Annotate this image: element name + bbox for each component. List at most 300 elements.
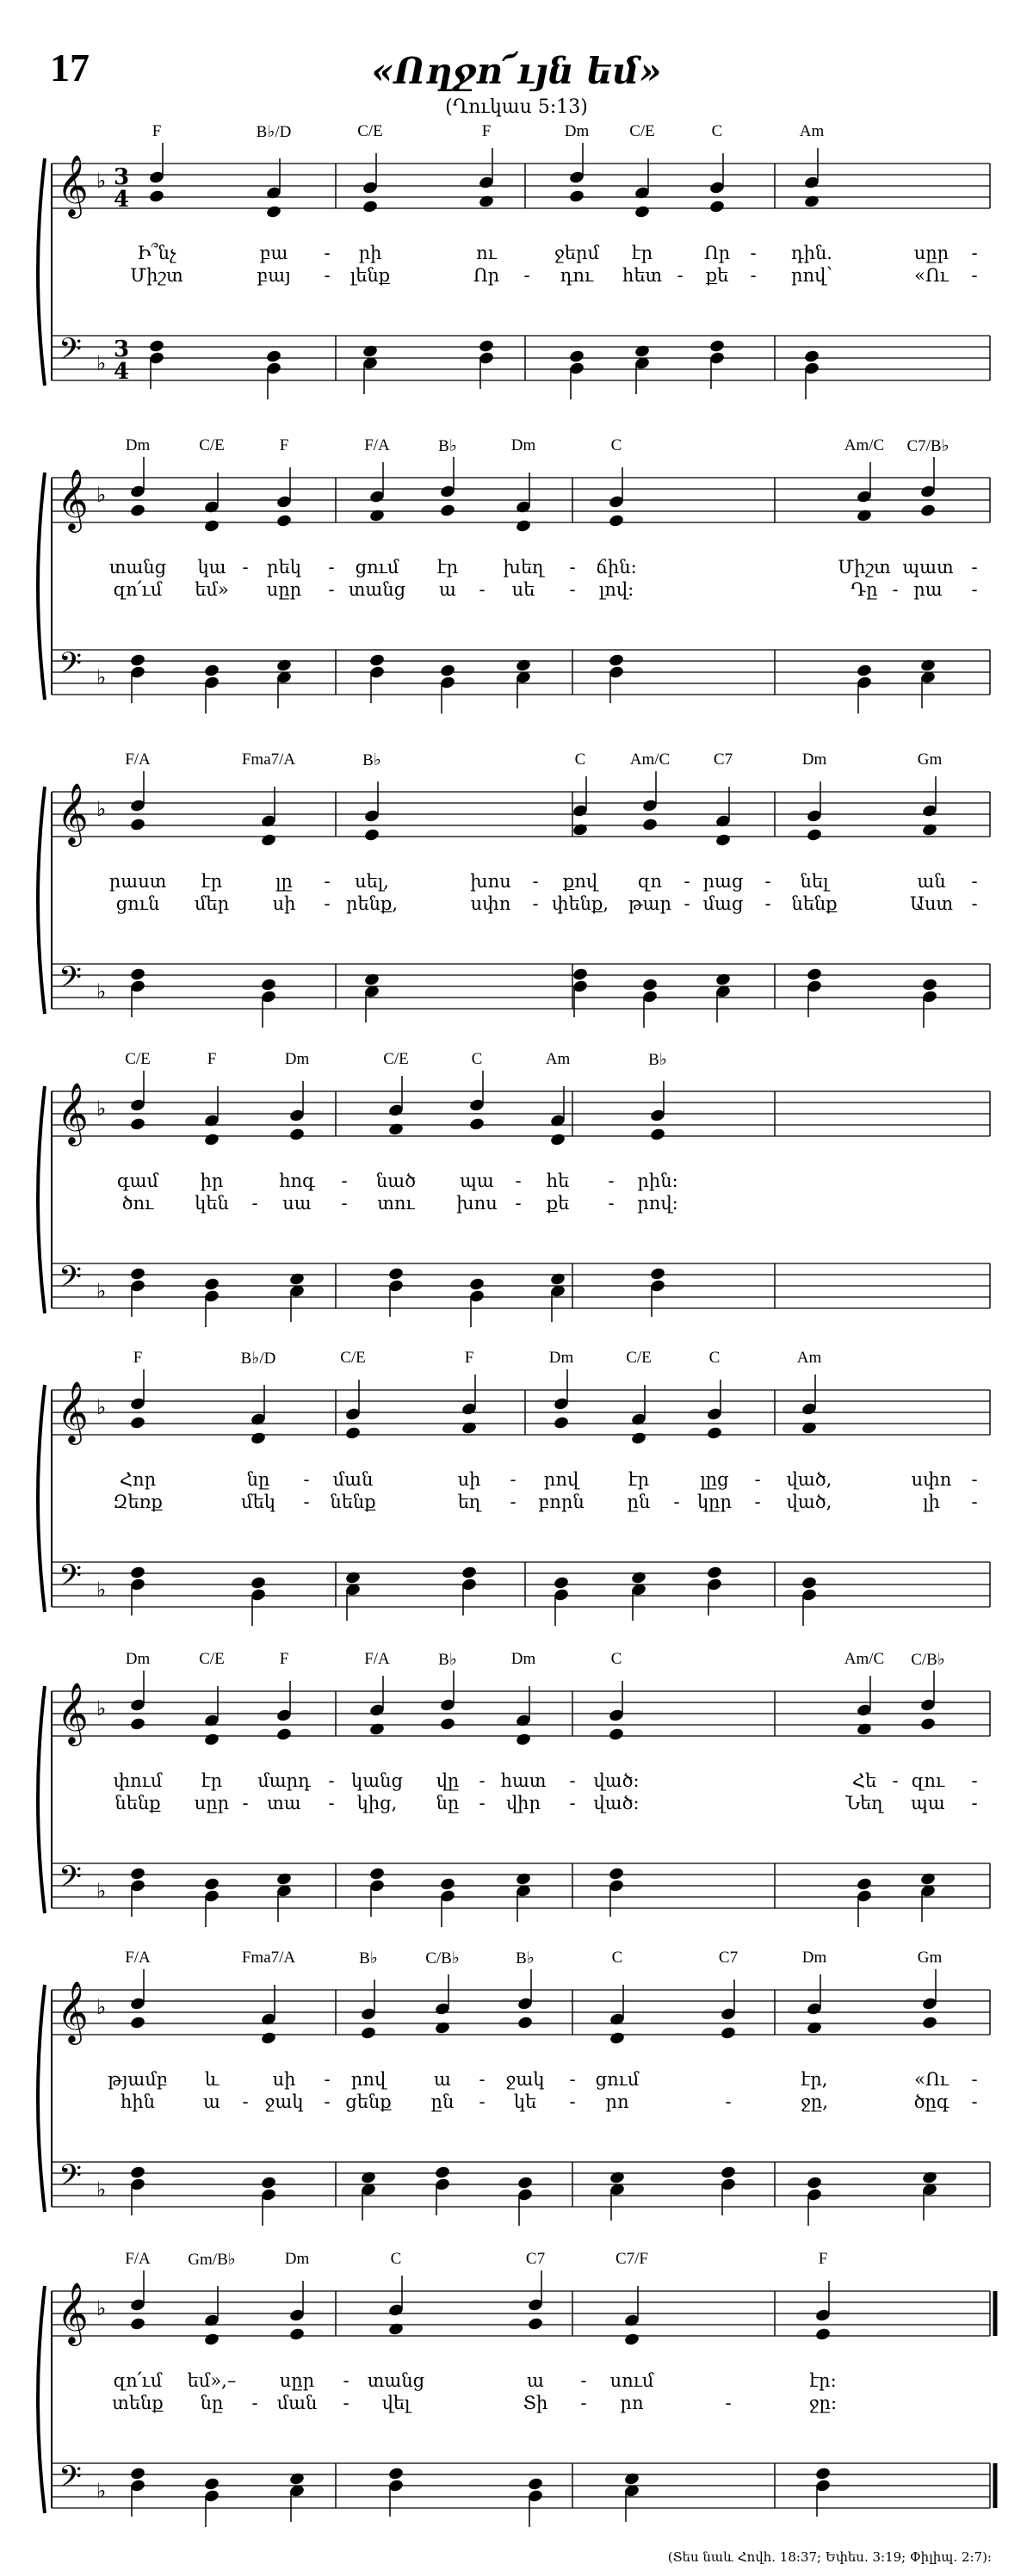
- lyric-verse-1: լը: [275, 871, 293, 892]
- lyric-verse-2: ա: [203, 2091, 220, 2112]
- lyric-verse-2: նենք: [330, 1492, 376, 1512]
- lyric-verse-1: -: [971, 1770, 978, 1791]
- chord-symbol: Dm: [510, 1650, 536, 1668]
- lyric-verse-1: ջակ: [505, 2069, 545, 2090]
- lyric-verse-2: -: [343, 2393, 349, 2413]
- system-5: [0, 1347, 1033, 1631]
- lyric-verse-1: «Ու: [914, 2069, 949, 2090]
- lyric-verse-2: մեր: [194, 893, 230, 914]
- lyric-verse-1: թյամբ: [108, 2069, 168, 2090]
- bass-clef-icon: 𝄢: [59, 1558, 83, 1600]
- lyric-verse-1: -: [764, 871, 771, 892]
- lyric-verse-1: -: [510, 1469, 516, 1490]
- lyric-verse-1: -: [971, 1469, 978, 1490]
- lyric-verse-1: պա: [460, 1171, 494, 1191]
- bass-notehead: [129, 2467, 145, 2481]
- bass-clef-icon: 𝄢: [59, 2158, 83, 2200]
- lyric-verse-2: -: [303, 1492, 310, 1512]
- treble-notehead: [921, 823, 937, 837]
- chord-symbol: C: [711, 122, 723, 140]
- treble-notehead: [203, 2332, 220, 2347]
- lyric-verse-2: -: [684, 893, 690, 914]
- bass-notehead: [148, 339, 164, 354]
- lyric-verse-2: -: [971, 2091, 978, 2112]
- lyric-verse-2: Զեռք: [113, 1492, 163, 1512]
- bass-notehead: [921, 978, 937, 992]
- bass-notehead: [801, 1576, 817, 1591]
- lyric-verse-2: ջակ: [264, 2091, 304, 2112]
- system-8: [0, 2248, 1033, 2532]
- chord-symbol: Dm: [801, 751, 827, 769]
- lyric-verse-1: խոս: [470, 871, 511, 892]
- system-brace: [38, 787, 45, 1014]
- treble-notehead: [129, 818, 145, 832]
- lyric-verse-2: բայ: [257, 265, 291, 286]
- lyric-verse-1: էր:: [809, 2370, 837, 2391]
- bass-notehead: [706, 1566, 722, 1580]
- treble-notehead: [129, 1416, 145, 1430]
- chord-symbol: C/E: [199, 436, 225, 454]
- lyric-verse-2: սի: [272, 893, 296, 914]
- lyric-verse-1: -: [515, 1171, 522, 1191]
- lyric-verse-1: հոգ: [279, 1171, 315, 1191]
- bass-notehead: [250, 1576, 266, 1591]
- system-1: [0, 120, 1033, 405]
- bass-notehead: [434, 2165, 450, 2180]
- lyric-verse-2: հետ: [622, 265, 663, 286]
- system-brace: [38, 2286, 45, 2513]
- lyric-verse-1: -: [532, 871, 539, 892]
- lyric-verse-2: կից,: [356, 1793, 398, 1813]
- lyric-verse-1: իր: [200, 1171, 224, 1191]
- lyric-verse-2: Աստ: [909, 893, 954, 914]
- lyric-verse-2: վել: [381, 2393, 411, 2413]
- system-brace: [38, 158, 45, 386]
- treble-clef-icon: 𝄞: [57, 2281, 89, 2344]
- lyric-verse-1: մարդ: [257, 1770, 311, 1791]
- lyric-verse-1: -: [343, 2370, 349, 2391]
- lyric-verse-2: լով:: [598, 579, 634, 600]
- lyric-verse-2: -: [328, 579, 335, 600]
- lyric-verse-2: -: [754, 1492, 761, 1512]
- treble-notehead: [568, 189, 585, 204]
- lyric-verse-1: և: [204, 2069, 220, 2090]
- lyric-verse-2: սա: [282, 1193, 312, 1214]
- lyric-verse-2: -: [251, 2393, 258, 2413]
- lyric-verse-1: -: [971, 243, 978, 263]
- lyric-verse-2: սե: [511, 579, 535, 600]
- lyric-verse-1: ա: [434, 2069, 451, 2090]
- chord-symbol: Am: [799, 122, 825, 140]
- treble-time-signature-bottom: 4: [114, 187, 130, 213]
- lyric-verse-2: -: [971, 579, 978, 600]
- treble-notehead: [527, 2317, 543, 2332]
- bass-notehead: [527, 2477, 543, 2492]
- key-signature-flat: ♭: [96, 1395, 107, 1419]
- treble-notehead: [516, 2016, 533, 2030]
- lyric-verse-2: ջը:: [808, 2393, 838, 2413]
- lyric-verse-2: ցուն: [115, 893, 160, 914]
- key-signature-flat: ♭: [96, 2178, 107, 2202]
- treble-notehead: [129, 503, 145, 518]
- lyric-verse-1: էր: [201, 871, 223, 892]
- bass-time-signature-top: 3: [114, 337, 130, 362]
- bass-notehead: [921, 2171, 937, 2185]
- lyric-verse-2: -: [971, 893, 978, 914]
- treble-clef-icon: 𝄞: [57, 1681, 89, 1744]
- lyric-verse-2: -: [971, 1793, 978, 1813]
- bass-notehead: [515, 658, 531, 673]
- treble-notehead: [148, 189, 164, 204]
- lyric-verse-1: -: [303, 1469, 310, 1490]
- bass-notehead: [856, 1877, 872, 1892]
- lyric-verse-1: սըր: [279, 2370, 315, 2391]
- lyric-verse-2: րենք,: [345, 893, 399, 914]
- treble-notehead: [634, 205, 650, 219]
- key-signature-flat: ♭: [96, 1995, 107, 2019]
- chord-symbol: C/E: [357, 122, 383, 140]
- lyric-verse-1: րեկ: [267, 557, 301, 578]
- chord-symbol: C: [390, 2250, 402, 2268]
- lyric-verse-2: նը: [200, 2393, 224, 2413]
- lyric-verse-2: -: [523, 265, 530, 286]
- chord-symbol: F: [152, 122, 162, 140]
- chord-symbol: C: [471, 1050, 483, 1068]
- lyric-verse-1: -: [971, 871, 978, 892]
- treble-notehead: [814, 2327, 831, 2342]
- bass-notehead: [387, 1267, 404, 1282]
- lyric-verse-1: էր: [628, 1469, 650, 1490]
- bass-notehead: [461, 1566, 477, 1580]
- lyric-verse-1: -: [242, 557, 249, 578]
- treble-notehead: [468, 1117, 485, 1132]
- bass-clef-icon: 𝄢: [59, 1259, 83, 1301]
- bass-clef-icon: 𝄢: [59, 1859, 83, 1901]
- bass-notehead: [806, 967, 822, 982]
- lyric-verse-2: -: [479, 2091, 486, 2112]
- treble-notehead: [344, 1426, 361, 1441]
- lyric-verse-2: եղ: [457, 1492, 481, 1512]
- chord-symbol: C/E: [629, 122, 655, 140]
- chord-symbol: Am/C: [844, 436, 885, 454]
- lyric-verse-1: Միշտ: [838, 557, 891, 578]
- bass-notehead: [478, 339, 494, 354]
- lyric-verse-2: -: [324, 2091, 331, 2112]
- lyric-verse-2: -: [510, 1492, 516, 1512]
- key-signature-flat: ♭: [96, 797, 107, 821]
- bass-notehead: [203, 664, 220, 678]
- bass-notehead: [609, 2171, 625, 2185]
- treble-notehead: [608, 1727, 624, 1742]
- bass-notehead: [641, 978, 658, 992]
- treble-notehead: [387, 1122, 404, 1137]
- lyric-verse-2: եմ»: [195, 579, 229, 600]
- lyric-verse-2: -: [608, 1193, 615, 1214]
- hymn-title: «Ողջո՜ւյն եմ»: [371, 50, 662, 92]
- chord-symbol: B♭/D: [240, 1350, 276, 1368]
- chord-symbol: Fma7/A: [241, 1949, 296, 1967]
- lyric-verse-1: սել,: [355, 871, 389, 892]
- chord-symbol: Fma7/A: [241, 751, 296, 769]
- lyric-verse-1: ճին:: [596, 557, 637, 578]
- bass-notehead: [203, 1877, 220, 1892]
- bass-notehead: [623, 2472, 640, 2486]
- bass-notehead: [919, 1872, 936, 1887]
- bass-notehead: [806, 2176, 822, 2190]
- lyric-verse-2: -: [242, 1793, 249, 1813]
- chord-symbol: Dm: [125, 436, 151, 454]
- lyric-verse-1: -: [684, 871, 690, 892]
- lyric-verse-2: սըր: [266, 579, 302, 600]
- lyric-verse-1: -: [569, 557, 576, 578]
- lyric-verse-2: րով՝: [790, 265, 833, 286]
- lyric-verse-2: ծըգ: [913, 2091, 949, 2112]
- lyric-verse-2: Որ: [473, 265, 500, 286]
- chord-symbol: C/B♭: [425, 1949, 460, 1968]
- lyric-verse-1: -: [341, 1171, 348, 1191]
- lyric-verse-1: հատ: [500, 1770, 547, 1791]
- scripture-reference: (Ղուկաս 5:13): [445, 96, 588, 118]
- lyric-verse-2: ըն: [627, 1492, 651, 1512]
- treble-notehead: [288, 2327, 305, 2342]
- bass-notehead: [129, 1566, 145, 1580]
- bass-notehead: [856, 664, 872, 678]
- chord-symbol: B♭: [438, 437, 457, 455]
- lyric-verse-1: -: [328, 1770, 335, 1791]
- chord-symbol: Am: [545, 1050, 571, 1068]
- treble-notehead: [461, 1421, 477, 1436]
- treble-clef-icon: 𝄞: [57, 1380, 89, 1442]
- treble-notehead: [368, 1722, 385, 1737]
- lyric-verse-2: պա: [911, 1793, 945, 1813]
- bass-clef-icon: 𝄢: [59, 2459, 83, 2501]
- chord-symbol: C/E: [383, 1050, 409, 1068]
- chord-symbol: Am/C: [844, 1650, 885, 1668]
- lyric-verse-1: սփո: [911, 1469, 952, 1490]
- lyric-verse-2: -: [251, 1193, 258, 1214]
- chord-symbol: F: [279, 436, 289, 454]
- lyric-verse-2: -: [764, 893, 771, 914]
- chord-symbol: F/A: [125, 751, 151, 769]
- treble-notehead: [275, 1727, 292, 1742]
- chord-symbol: C7/B♭: [906, 437, 949, 455]
- bass-notehead: [288, 2472, 305, 2486]
- chord-symbol: F/A: [125, 2250, 151, 2268]
- treble-notehead: [434, 2021, 450, 2035]
- bass-clef-icon: 𝄢: [59, 960, 83, 1002]
- lyric-verse-2: ա: [439, 579, 456, 600]
- lyric-verse-2: -: [569, 2091, 576, 2112]
- chord-symbol: Dm: [284, 1050, 310, 1068]
- lyric-verse-2: քե: [546, 1193, 570, 1214]
- lyric-verse-1: -: [324, 2069, 331, 2090]
- lyric-verse-1: սի: [457, 1469, 481, 1490]
- lyric-verse-2: կեն: [195, 1193, 229, 1214]
- system-2: [0, 435, 1033, 719]
- key-signature-flat: ♭: [96, 1696, 107, 1720]
- lyric-verse-1: ցում: [355, 557, 399, 578]
- treble-clef-icon: 𝄞: [57, 1081, 89, 1144]
- lyric-verse-1: ված,: [786, 1469, 832, 1490]
- bass-clef-icon: 𝄢: [59, 646, 83, 688]
- lyric-verse-1: րով: [543, 1469, 579, 1490]
- lyric-verse-1: փում: [113, 1770, 163, 1791]
- lyric-verse-1: զո՛ւմ: [113, 2370, 163, 2391]
- lyric-verse-1: րով: [350, 2069, 387, 2090]
- chord-symbol: B♭: [516, 1949, 535, 1968]
- bass-notehead: [275, 1872, 292, 1887]
- lyric-verse-1: -: [971, 557, 978, 578]
- chord-symbol: Gm: [917, 1949, 943, 1967]
- chord-symbol: Dm: [284, 2250, 310, 2268]
- treble-notehead: [801, 1421, 817, 1436]
- lyric-verse-2: տու: [377, 1193, 415, 1214]
- chord-symbol: B♭: [438, 1651, 457, 1669]
- treble-notehead: [203, 1733, 220, 1747]
- lyric-verse-1: բա: [259, 243, 288, 263]
- treble-notehead: [630, 1431, 646, 1446]
- bass-notehead: [129, 1867, 145, 1881]
- bass-notehead: [260, 978, 276, 992]
- lyric-verse-1: Հե: [851, 1770, 877, 1791]
- lyric-verse-2: ջը,: [801, 2091, 828, 2112]
- bass-notehead: [368, 1867, 385, 1881]
- chord-symbol: B♭: [362, 751, 381, 769]
- lyric-verse-1: քով: [562, 871, 598, 892]
- lyric-verse-2: -: [479, 579, 486, 600]
- bass-notehead: [129, 653, 145, 668]
- treble-notehead: [553, 1416, 569, 1430]
- chord-symbol: Am: [796, 1349, 822, 1367]
- lyric-verse-1: ա: [527, 2370, 544, 2391]
- lyric-verse-2: նենք: [114, 1793, 161, 1813]
- bass-notehead: [634, 344, 650, 359]
- lyric-verse-1: -: [971, 2069, 978, 2090]
- bass-notehead: [387, 2467, 404, 2481]
- lyric-verse-2: Դը: [851, 579, 878, 600]
- chord-symbol: Dm: [801, 1949, 827, 1967]
- lyric-verse-1: րաց: [702, 871, 744, 892]
- treble-notehead: [362, 200, 378, 214]
- lyric-verse-2: -: [892, 579, 899, 600]
- lyric-verse-2: խոս: [456, 1193, 498, 1214]
- footer-references: (Տես նաև Հովհ. 18:37; Եփես. 3:19; Փիլիպ. 2:7):: [667, 2549, 992, 2565]
- lyric-verse-1: էր: [201, 1770, 223, 1791]
- treble-notehead: [706, 1426, 722, 1441]
- chord-symbol: C: [708, 1349, 721, 1367]
- treble-notehead: [439, 1717, 455, 1732]
- chord-symbol: F: [464, 1349, 474, 1367]
- lyric-verse-2: ծու: [121, 1193, 154, 1214]
- system-brace: [38, 473, 45, 700]
- lyric-verse-2: Տի: [523, 2393, 548, 2413]
- treble-notehead: [609, 2031, 625, 2046]
- lyric-verse-2: -: [725, 2091, 732, 2112]
- lyric-verse-2: -: [242, 2091, 249, 2112]
- lyric-verse-2: լի: [923, 1492, 940, 1512]
- lyric-verse-2: սփո: [470, 893, 511, 914]
- chord-symbol: C7/F: [615, 2250, 649, 2268]
- treble-notehead: [919, 503, 936, 518]
- lyric-verse-1: խեղ: [503, 557, 544, 578]
- lyric-verse-2: Միշտ: [130, 265, 183, 286]
- treble-notehead: [806, 2021, 822, 2035]
- treble-notehead: [921, 2016, 937, 2030]
- lyric-verse-2: րո: [620, 2393, 644, 2413]
- bass-notehead: [129, 2165, 145, 2180]
- lyric-verse-2: -: [580, 2393, 587, 2413]
- lyric-verse-2: -: [750, 265, 757, 286]
- system-4: [0, 1048, 1033, 1332]
- treble-clef-icon: 𝄞: [57, 467, 89, 530]
- lyric-verse-1: Որ: [703, 243, 731, 263]
- bass-notehead: [129, 1267, 145, 1282]
- bass-notehead: [720, 2165, 736, 2180]
- bass-notehead: [630, 1571, 646, 1585]
- treble-notehead: [368, 509, 385, 523]
- lyric-verse-1: զո: [637, 871, 663, 892]
- lyric-verse-1: -: [569, 1770, 576, 1791]
- bass-notehead: [363, 973, 380, 987]
- lyric-verse-1: գամ: [116, 1171, 159, 1191]
- key-signature-flat: ♭: [96, 979, 107, 1004]
- bass-notehead: [608, 653, 624, 668]
- lyric-verse-2: ման: [276, 2393, 318, 2413]
- lyric-verse-2: րա: [913, 579, 943, 600]
- hymn-number: 17: [50, 46, 90, 90]
- treble-notehead: [720, 2026, 736, 2041]
- treble-notehead: [649, 1127, 665, 1142]
- bass-notehead: [708, 339, 725, 354]
- bass-notehead: [608, 1867, 624, 1881]
- bass-notehead: [814, 2467, 831, 2481]
- lyric-verse-2: -: [324, 893, 331, 914]
- lyric-verse-2: ցենք: [345, 2091, 392, 2112]
- treble-notehead: [203, 1133, 220, 1147]
- lyric-verse-1: ված:: [593, 1770, 640, 1791]
- lyric-verse-1: -: [328, 557, 335, 578]
- treble-notehead: [803, 195, 820, 209]
- chord-symbol: F/A: [364, 436, 390, 454]
- key-signature-flat: ♭: [96, 1879, 107, 1903]
- key-signature-flat: ♭: [96, 169, 107, 193]
- treble-notehead: [439, 503, 455, 518]
- bass-clef-icon: 𝄢: [59, 331, 83, 374]
- system-brace: [38, 1686, 45, 1913]
- system-7: [0, 1947, 1033, 2231]
- chord-symbol: C/E: [626, 1349, 652, 1367]
- lyric-verse-2: ված,: [786, 1492, 832, 1512]
- bass-time-signature-bottom: 4: [114, 359, 130, 385]
- lyric-verse-2: -: [569, 1793, 576, 1813]
- lyric-verse-1: ջերմ: [554, 243, 600, 263]
- lyric-verse-2: տանց: [348, 579, 406, 600]
- bass-notehead: [288, 1272, 305, 1287]
- bass-notehead: [265, 349, 281, 364]
- bass-notehead: [260, 2176, 276, 2190]
- lyric-verse-2: ված:: [593, 1793, 640, 1813]
- bass-notehead: [515, 1872, 531, 1887]
- treble-notehead: [549, 1133, 566, 1147]
- bass-notehead: [714, 973, 731, 987]
- lyric-verse-2: Նեղ: [845, 1793, 883, 1813]
- chord-symbol: C7: [525, 2250, 546, 2268]
- chord-symbol: Dm: [510, 436, 536, 454]
- treble-notehead: [641, 818, 658, 832]
- chord-symbol: C: [610, 1650, 622, 1668]
- bass-notehead: [803, 349, 820, 364]
- chord-symbol: Gm: [917, 751, 943, 769]
